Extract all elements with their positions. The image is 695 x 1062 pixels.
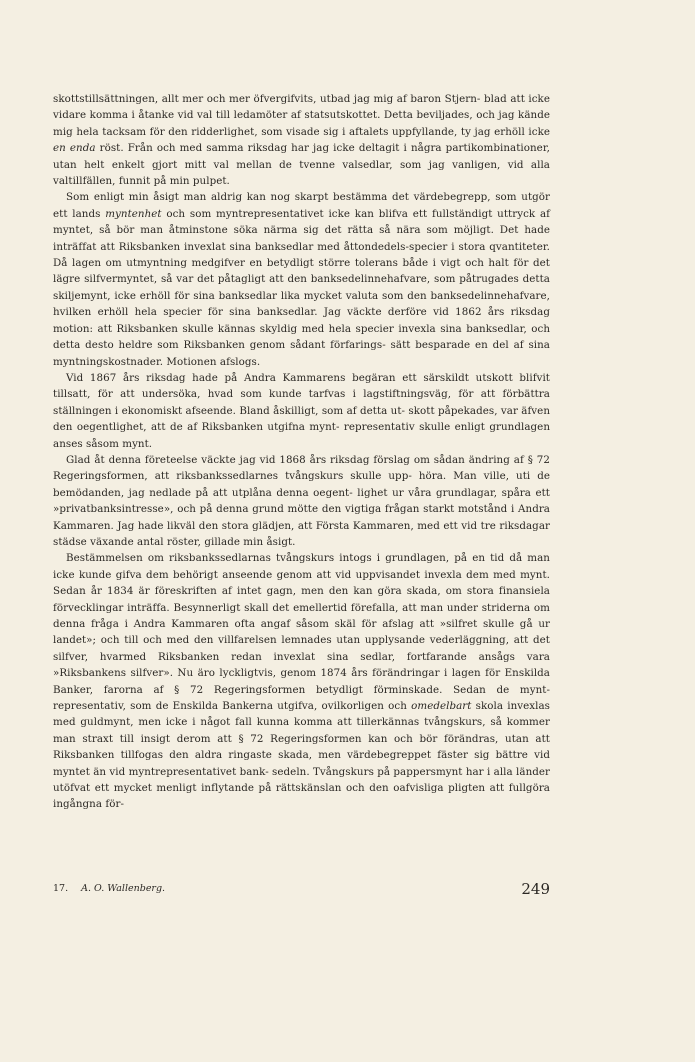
- paragraph: [53, 189, 550, 369]
- text-run: röst. Från och med samma riksdag har jag icke deltagit i några partikombinationer, utan helt enkelt gjort mitt val mellan de tvenne valsedlar, som jag vanligen, vid alla valtillfällen, funnit på min pulpet.: [53, 142, 550, 188]
- page-footer: [53, 880, 550, 902]
- text-run: Vid 1867 års riksdag hade på Andra Kammarens begäran ett särskildt utskott blifvit tillsatt, för att undersöka, hvad som kunde tarfvas i lagstiftningsväg, för att förbättra ställningen i ekonomiskt afseende. Bland åskilligt, som af detta ut- skott påpekades, var äfven den oegentlighet, att de af Riksbanken utgifna mynt- representativ skulle enligt grundlagen anses såsom mynt.: [53, 371, 550, 450]
- text-run: Bestämmelsen om riksbankssedlarnas tvångskurs intogs i grundlagen, på en tid då man icke kunde gifva dem behörigt anseende genom att vid uppvisandet invexla dem med mynt. Sedan år 1834 är föreskriften af intet gagn, men den kan göra skada, om stora finansiela förvecklingar inträffa. Besynnerligt skall det emellertid förefalla, att man under striderna om denna fråga i Andra Kammaren ofta angaf såsom skäl för afslag att »silfret skulle gå ur landet»; och till och med den villfarelsen lemnades utan upplysande vederläggning, att det silfver, hvarmed Riksbanken redan invexlat sina sedlar, fortfarande ansågs vara »Riksbankens silfver». Nu äro lyckligtvis, genom 1874 års förändringar i lagen för Enskilda Banker, farorna af § 72 Regeringsformen betydligt förminskade. Sedan de mynt- representativ, som de Enskilda Bankerna utgifva, ovilkorligen och: [53, 552, 550, 713]
- paragraph: [53, 452, 550, 550]
- page-number: 249: [521, 880, 550, 898]
- author-name: A. O. Wallenberg.: [81, 883, 166, 894]
- emphasized-text: myntenhet: [105, 207, 162, 220]
- text-run: skottstillsättningen, allt mer och mer öfvergifvits, utbad jag mig af baron Stjern- blad att icke vidare komma i åtanke vid val till ledamöter af statsutskottet. Detta beviljades, och jag kände mig hela tacksam för den ridderlighet, som visade sig i aftalets uppfyllande, ty jag erhöll icke: [53, 93, 550, 138]
- footer-signature-line: [53, 883, 165, 894]
- text-run: och som myntrepresentativet icke kan blifva ett fullständigt uttryck af myntet, så bör man åtminstone söka närma sig det rätta så nära som möjligt. Det hade inträffat att Riksbanken invexlat sina banksedlar med åttondedels-specier i stora qvantiteter. Då lagen om utmyntning medgifver en betydligt större tolerans både i vigt och halt för det lägre silfvermyntet, så var det påtagligt att den banksedelinnehafvare, som påtrugades detta skiljemynt, icke erhöll för sina banksedlar lika mycket valuta som den banksedelinnehafvare, hvilken erhöll hela specier för sina banksedlar. Jag väckte derföre vid 1862 års riksdag motion: att Riksbanken skulle kännas skyldig med hela specier invexla sina banksedlar, och detta desto heldre som Riksbanken genom sådant förfarings- sätt besparade en del af sina myntningskostnader. Motionen afslogs.: [53, 207, 550, 368]
- signature-mark: 17.: [53, 883, 69, 894]
- paragraph: [53, 370, 550, 452]
- emphasized-text: omedelbart: [411, 700, 472, 713]
- body-text: [53, 91, 550, 813]
- paragraph: [53, 91, 550, 189]
- emphasized-text: en enda: [53, 142, 96, 155]
- text-run: skola invexlas med guldmynt, men icke i något fall kunna komma att tillerkännas tvångskurs, så kommer man straxt till insigt derom att § 72 Regeringsformen kan och bör förändras, utan att Riksbanken tillfogas den aldra ringaste skada, men värdebegreppet fäster sig bättre vid myntet än vid myntrepresentativet bank- sedeln. Tvångskurs på pappersmynt har i alla länder utöfvat ett mycket menligt inflytande på rättskänslan och den oafvisliga pligten att fullgöra ingångna för-: [53, 700, 551, 811]
- text-run: Glad åt denna företeelse väckte jag vid 1868 års riksdag förslag om sådan ändring af § 72 Regeringsformen, att riksbankssedlarnes tvångskurs skulle upp- höra. Man ville, uti de bemödanden, jag nedlade på att utplåna denna oegent- lighet ur våra grundlagar, spåra ett »privatbanksintresse», och på denna grund mötte den vigtiga frågan starkt motstånd i Andra Kammaren. Jag hade likväl den stora glädjen, att Första Kammaren, med ett vid tre riksdagar städse växande antal röster, gillade min åsigt.: [53, 453, 550, 548]
- paragraph: [53, 550, 550, 813]
- text-run: Som enligt min åsigt man aldrig kan nog skarpt bestämma det värdebegrepp, som utgör ett lands: [53, 191, 550, 220]
